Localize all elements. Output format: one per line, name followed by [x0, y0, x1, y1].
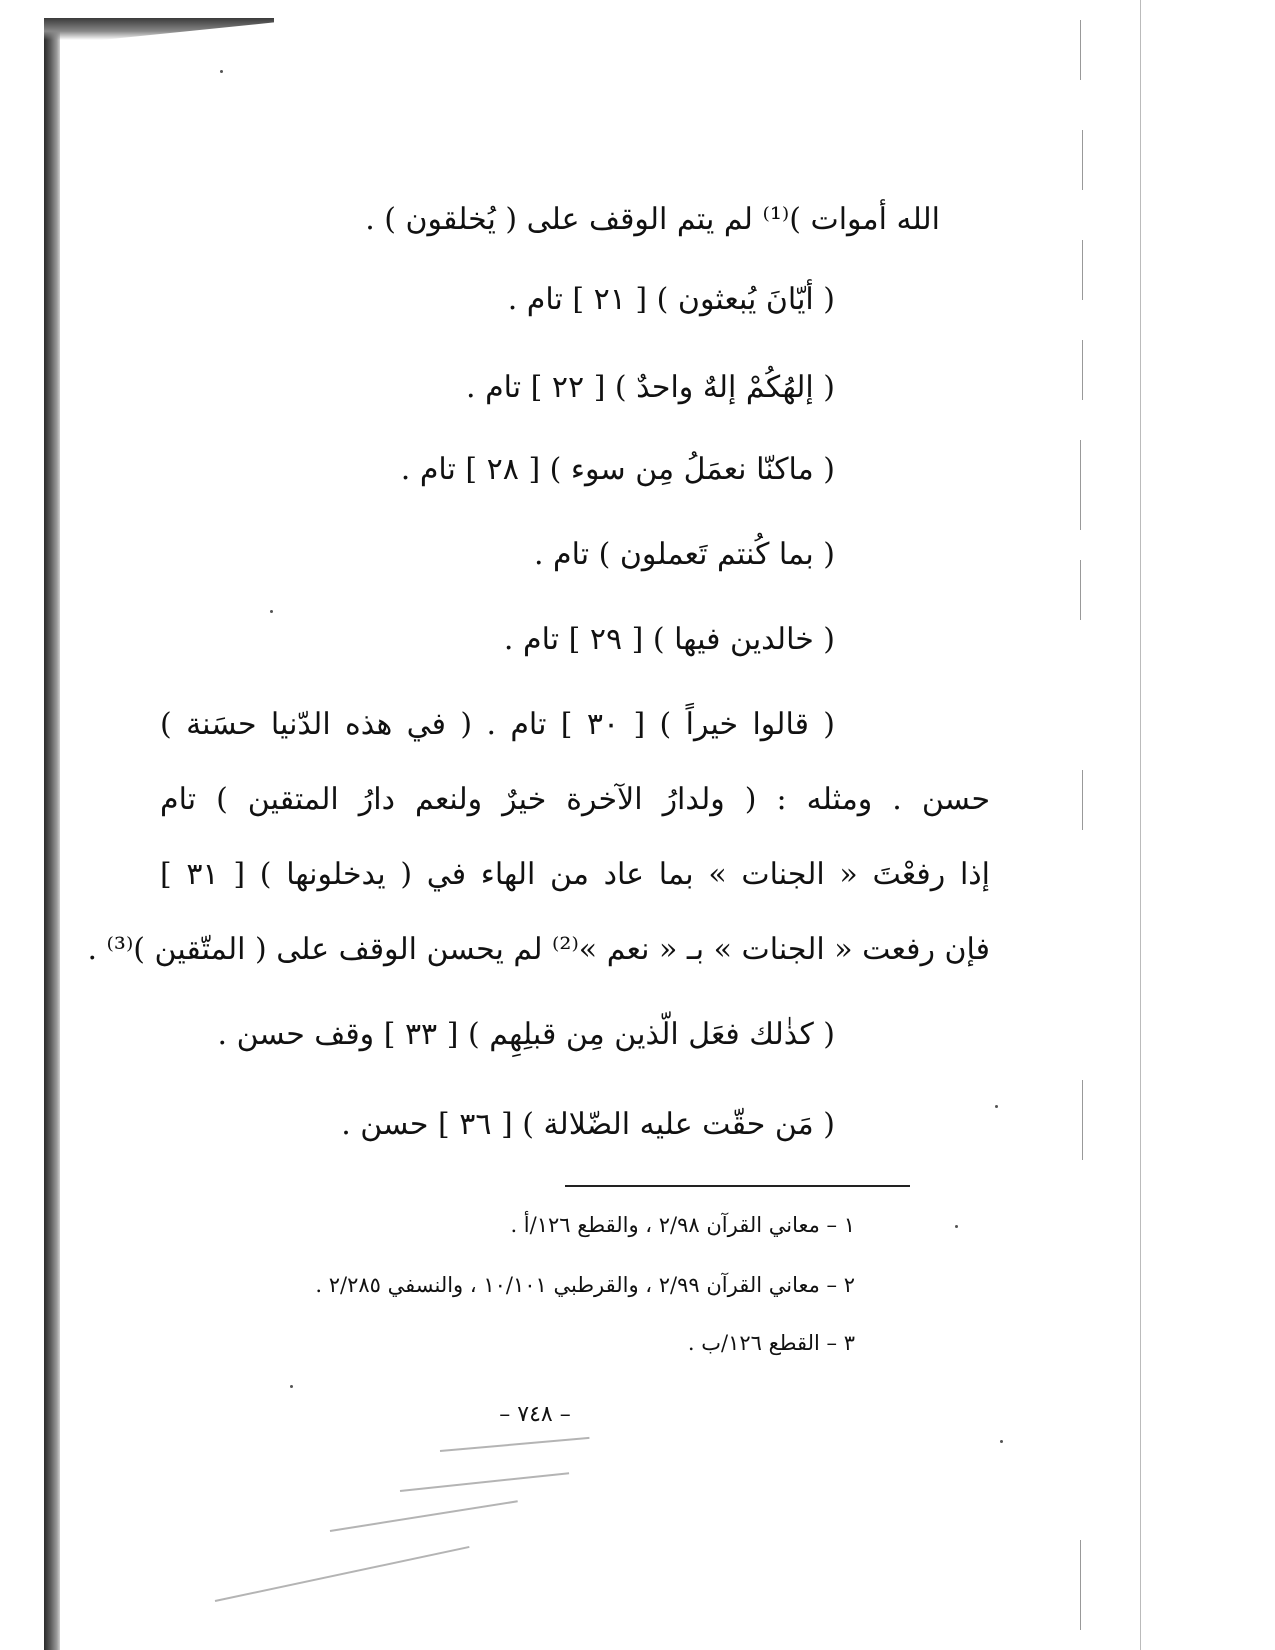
text-line: حسن . ومثله : ( ولدارُ الآخرة خيرٌ ولنعم دارُ المتقين ) تام	[160, 782, 990, 817]
scan-speck	[270, 610, 273, 613]
text-line: ( قالوا خيراً ) [ ٣٠ ] تام . ( في هذه الدّنيا حسَنة )	[160, 707, 836, 742]
text-line: ( إلهُكُمْ إلهٌ واحدٌ ) [ ٢٢ ] تام .	[466, 370, 835, 405]
text-line: فإن رفعت « الجنات » بـ « نعم »⁽²⁾ لم يحسن الوقف على ( المتّقين )⁽³⁾ .	[87, 932, 990, 967]
scan-edge-mark	[1080, 20, 1081, 80]
footnote: ١ – معاني القرآن ٢/٩٨ ، والقطع ١٢٦/أ .	[510, 1213, 855, 1237]
scan-edge-mark	[1082, 770, 1083, 830]
scan-edge-mark	[1082, 1080, 1083, 1160]
text-line: ( خالدين فيها ) [ ٢٩ ] تام .	[503, 622, 835, 657]
scan-speck	[1000, 1440, 1003, 1443]
book-spine-shadow	[44, 20, 60, 1650]
scan-smudge	[330, 1500, 518, 1532]
scan-smudge	[400, 1472, 569, 1492]
scan-edge-mark	[1080, 1540, 1081, 1630]
text-line: ( بما كُنتم تَعملون ) تام .	[533, 537, 835, 572]
scan-smudge	[215, 1546, 470, 1602]
page-number: – ٧٤٨ –	[499, 1402, 571, 1427]
scan-speck	[955, 1225, 958, 1228]
scan-right-edge	[1140, 0, 1141, 1650]
scan-speck	[220, 70, 223, 73]
text-line: ( ماكنّا نعمَلُ مِن سوء ) [ ٢٨ ] تام .	[400, 452, 835, 487]
footnote: ٢ – معاني القرآن ٢/٩٩ ، والقرطبي ١٠/١٠١ ، والنسفي ٢/٢٨٥ .	[315, 1273, 855, 1297]
scan-edge-mark	[1082, 240, 1083, 300]
book-spine-shadow-top	[44, 18, 274, 40]
text-line: ( أيّانَ يُبعثون ) [ ٢١ ] تام .	[507, 282, 835, 317]
scan-edge-mark	[1082, 130, 1083, 190]
scan-edge-mark	[1082, 340, 1083, 400]
footnote: ٣ – القطع ١٢٦/ب .	[687, 1331, 855, 1355]
text-line: ( كذٰلك فعَل الّذين مِن قبلِهِم ) [ ٣٣ ] وقف حسن .	[217, 1017, 835, 1052]
scan-speck	[995, 1105, 998, 1108]
scan-edge-mark	[1080, 560, 1081, 620]
scan-smudge	[440, 1437, 590, 1452]
text-line: الله أموات )⁽¹⁾ لم يتم الوقف على ( يُخلقون ) .	[365, 202, 940, 237]
text-line: إذا رفعْتَ « الجنات » بما عاد من الهاء في ( يدخلونها ) [ ٣١ ]	[160, 857, 990, 892]
scan-speck	[290, 1385, 293, 1388]
text-line: ( مَن حقّت عليه الضّلالة ) [ ٣٦ ] حسن .	[341, 1107, 835, 1142]
footnote-separator	[565, 1185, 910, 1187]
scan-edge-mark	[1080, 440, 1081, 530]
